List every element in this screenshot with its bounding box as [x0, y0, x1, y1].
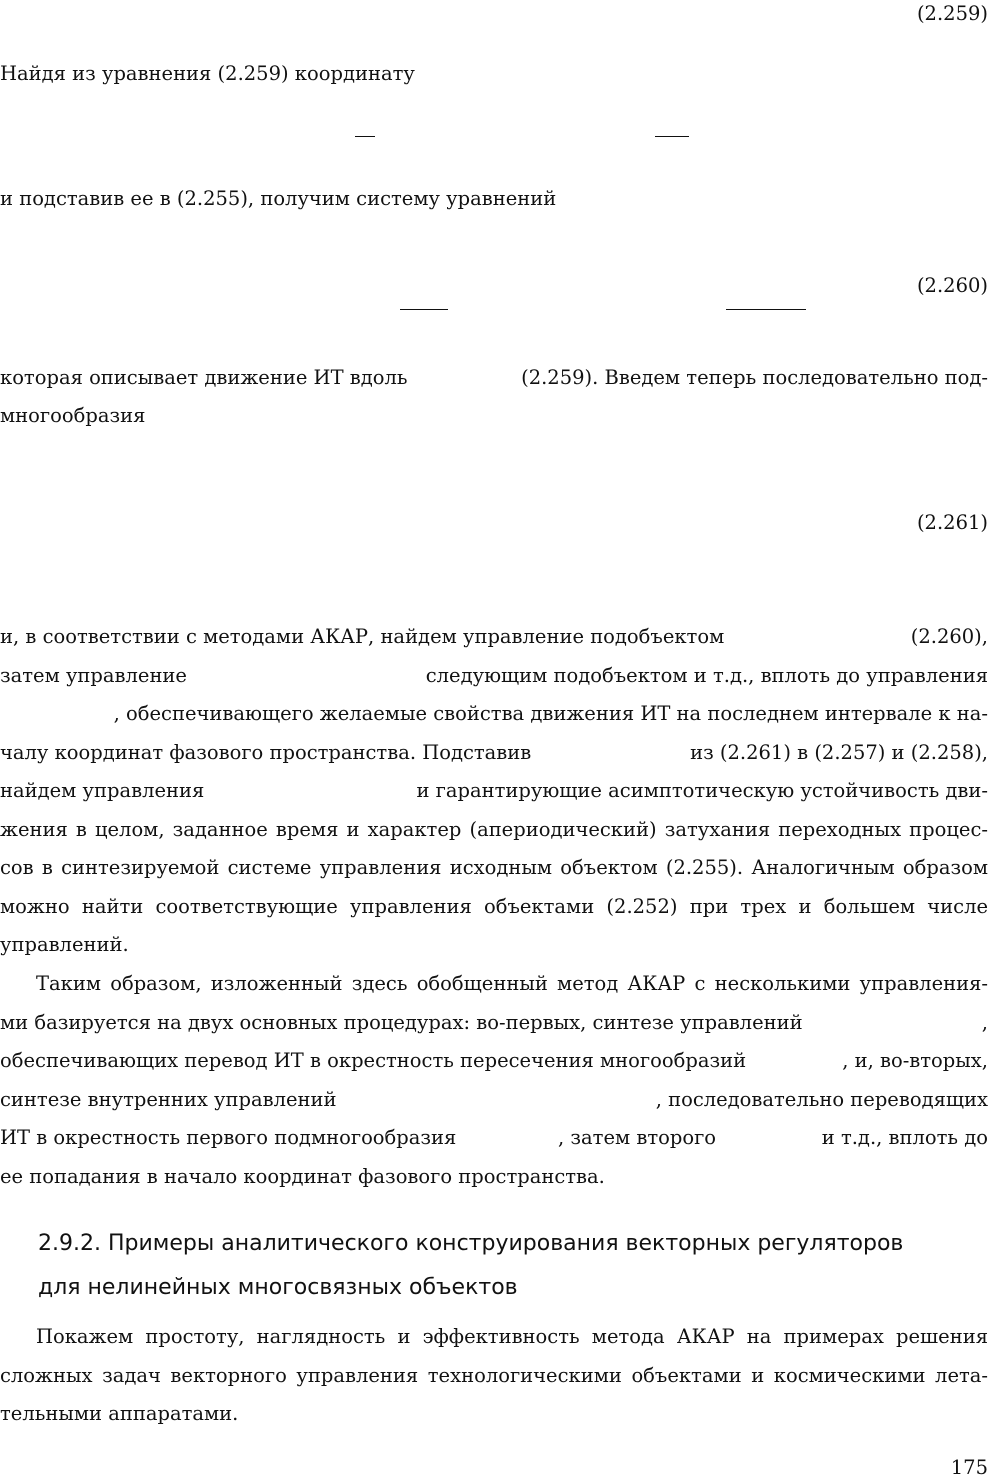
text-line: которая описывает движение ИТ вдоль — [0, 366, 408, 389]
text-segment: следующим подобъектом и т.д., вплоть до управления — [425, 663, 988, 687]
equation-number: (2.261) — [916, 511, 988, 534]
section-heading-line: для нелинейных многосвязных объектов — [38, 1275, 518, 1300]
text-line: и подставив ее в (2.255), получим систему уравнений — [0, 187, 557, 210]
text-segment: найдем управления — [0, 779, 205, 802]
text-segment: чалу координат фазового пространства. Подставив — [0, 740, 532, 764]
text-line — [0, 618, 991, 657]
text-segment: , — [981, 1010, 988, 1034]
section-heading — [38, 1222, 968, 1310]
text-line — [0, 1042, 991, 1081]
text-line: жения в целом, заданное время и характер (апериодический) затухания переходных процес- — [0, 817, 988, 841]
paragraph-akar — [0, 618, 991, 965]
text-segment: затем управление — [0, 663, 187, 687]
text-segment: , затем второго — [558, 1126, 717, 1149]
text-line: сов в синтезируемой системе управления исходным объектом (2.255). Аналогичным образом — [0, 856, 988, 879]
text-line: сложных задач векторного управления технологическими объектами и космическими лета- — [0, 1363, 988, 1387]
paragraph-summary — [0, 965, 991, 1196]
text-line — [0, 1081, 991, 1120]
text-segment: и гарантирующие асимптотическую устойчивость дви- — [416, 779, 988, 802]
text-segment: ми базируется на двух основных процедурах: во-первых, синтезе управлений — [0, 1010, 803, 1034]
fraction-bar — [355, 136, 375, 137]
equation-number: (2.259) — [916, 2, 988, 25]
text-line — [0, 657, 991, 696]
text-line: Таким образом, изложенный здесь обобщенный метод АКАР с несколькими управления- — [36, 972, 988, 995]
paragraph-examples — [0, 1318, 991, 1434]
text-segment: обеспечивающих перевод ИТ в окрестность пересечения многообразий — [0, 1049, 747, 1072]
text-line: можно найти соответствующие управления объектами (2.252) при трех и большем числе — [0, 894, 988, 918]
text-segment: и, в соответствии с методами АКАР, найдем управление подобъектом — [0, 625, 725, 648]
text-segment: , обеспечивающего желаемые свойства движения ИТ на последнем интервале к на- — [113, 702, 988, 725]
section-heading-line: 2.9.2. Примеры аналитического конструирования векторных регуляторов — [38, 1231, 904, 1256]
text-line: ее попадания в начало координат фазового пространства. — [0, 1164, 605, 1188]
text-segment: из (2.261) в (2.257) и (2.258), — [690, 740, 988, 764]
fraction-bar — [655, 136, 689, 137]
text-line — [0, 1119, 991, 1158]
text-segment: , последовательно переводящих — [655, 1087, 988, 1111]
fraction-bar — [726, 309, 806, 310]
text-line: тельными аппаратами. — [0, 1402, 239, 1425]
text-segment: и т.д., вплоть до — [821, 1126, 988, 1149]
text-segment: ИТ в окрестность первого подмногообразия — [0, 1126, 457, 1149]
text-line — [0, 772, 991, 811]
text-line: Покажем простоту, наглядность и эффективность метода АКАР на примерах решения — [36, 1325, 988, 1348]
text-segment: , и, во-вторых, — [842, 1049, 988, 1072]
page-number: 175 — [950, 1456, 988, 1479]
text-line — [0, 1004, 991, 1043]
fraction-bar — [400, 309, 448, 310]
text-segment: (2.260), — [910, 625, 988, 648]
text-line — [0, 695, 991, 734]
text-line — [0, 734, 991, 773]
text-line: Найдя из уравнения (2.259) координату — [0, 62, 415, 85]
text-line: многообразия — [0, 404, 146, 427]
text-segment: синтезе внутренних управлений — [0, 1087, 337, 1111]
equation-number: (2.260) — [916, 274, 988, 297]
text-line: управлений. — [0, 933, 129, 956]
text-line: (2.259). Введем теперь последовательно под- — [521, 366, 988, 389]
